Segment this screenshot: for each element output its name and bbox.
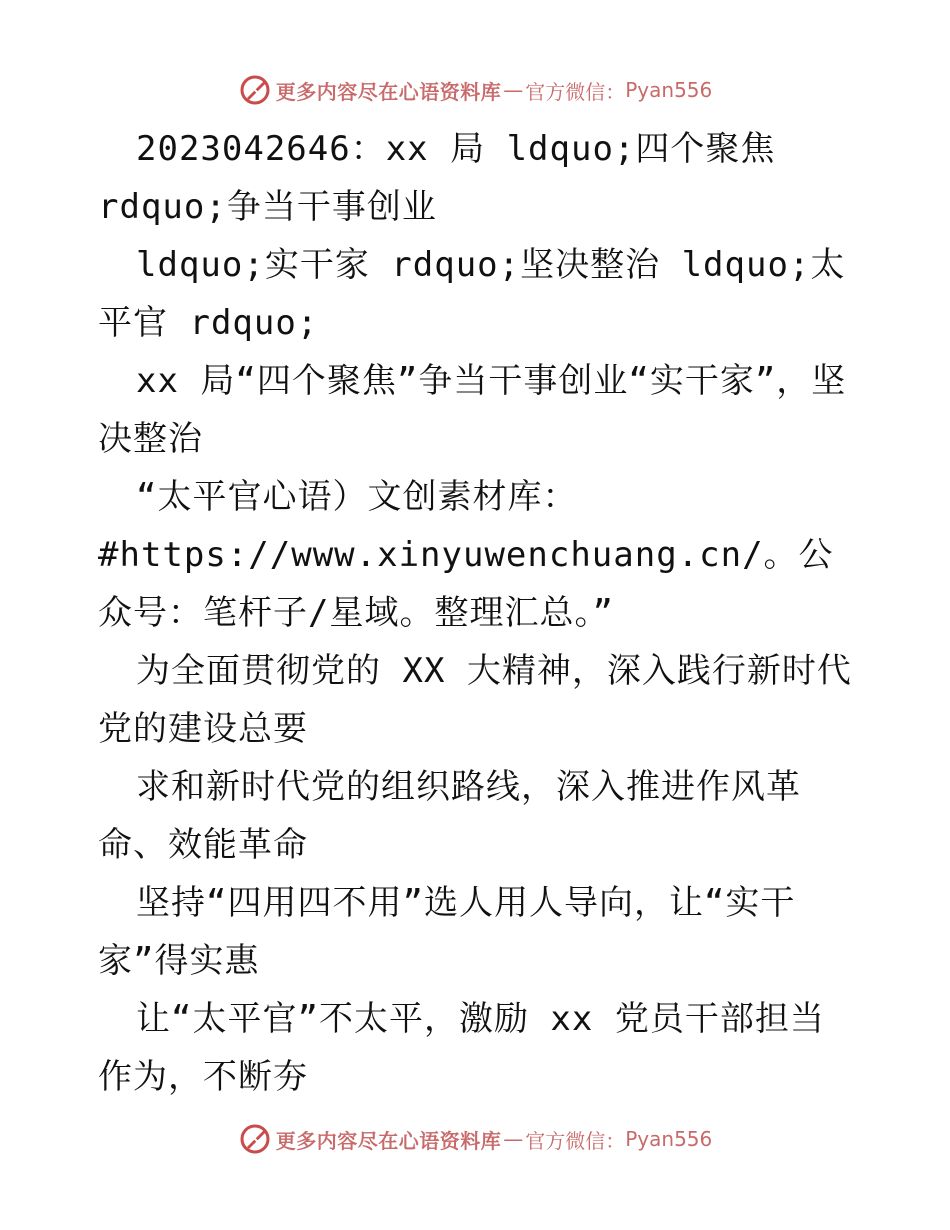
paragraph: xx 局“四个聚焦”争当干事创业“实干家”，坚决整治 [98,361,847,459]
footer-wechat-id: Pyan556 [625,1127,713,1151]
paragraph: 求和新时代党的组织路线，深入推进作风革命、效能革命 [98,767,801,865]
header-wechat-label: 官方微信： [525,79,626,104]
quill-logo-icon [238,73,272,107]
footer-banner [0,1119,950,1159]
footer-wechat-label: 官方微信： [525,1128,626,1153]
paragraph: 让“太平官”不太平，激励 xx 党员干部担当作为，不断夯 [98,999,825,1097]
footer-dash: — [503,1127,524,1151]
quill-logo-icon [238,1122,272,1156]
header-wechat-id: Pyan556 [625,78,713,102]
header-banner [0,70,950,110]
paragraph: ldquo;实干家 rdquo;坚决整治 ldquo;太平官 rdquo; [98,245,846,343]
header-slogan: 更多内容尽在心语资料库 [275,79,502,104]
paragraph: “太平官心语）文创素材库：#https://www.xinyuwenchuang.cn/。公众号：笔杆子/星域。整理汇总。” [98,477,834,633]
paragraph: 为全面贯彻党的 XX 大精神，深入践行新时代党的建设总要 [98,651,852,749]
footer-slogan: 更多内容尽在心语资料库 [275,1128,502,1153]
paragraph: 2023042646：xx 局 ldquo;四个聚焦 rdquo;争当干事创业 [98,129,776,227]
document-body [98,120,858,1106]
paragraph: 坚持“四用四不用”选人用人导向，让“实干家”得实惠 [98,883,796,981]
header-dash: — [503,78,524,102]
